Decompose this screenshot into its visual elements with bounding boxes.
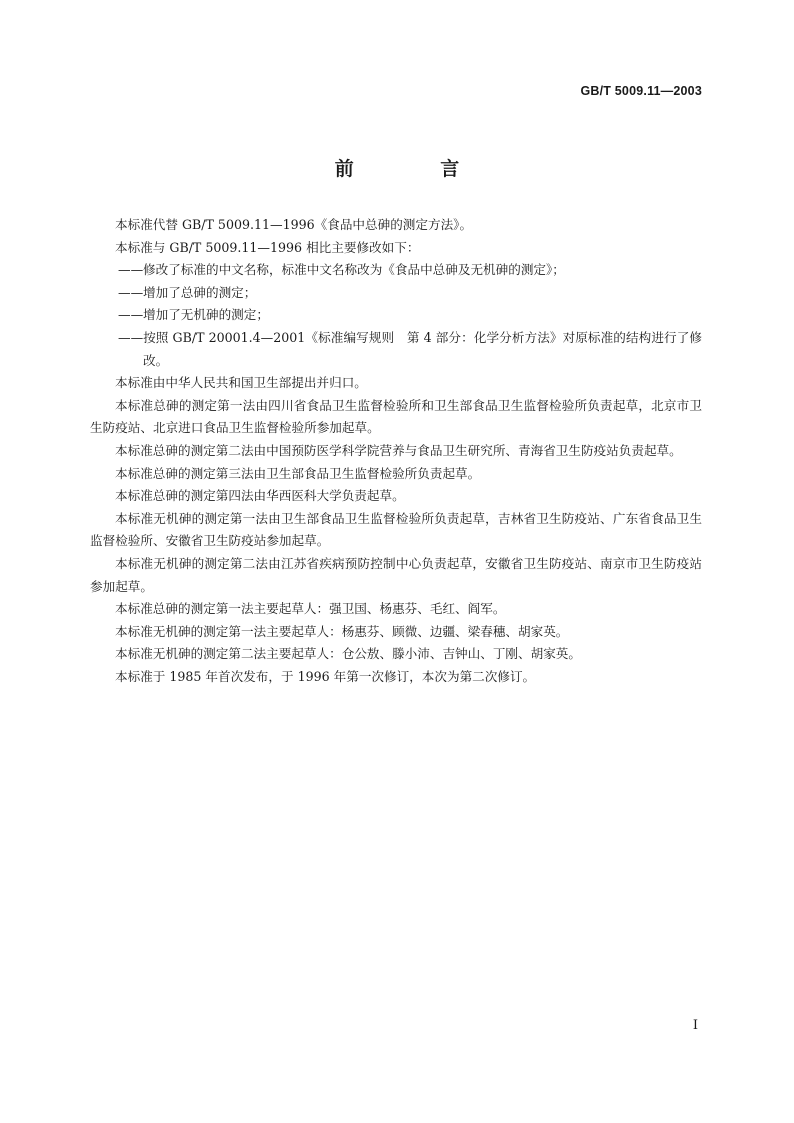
dash-mark: ——: [118, 307, 144, 323]
dash-item-text: 增加了无机砷的测定；: [143, 307, 269, 323]
dash-list-item: [90, 327, 702, 372]
dash-list-item: [90, 304, 702, 327]
paragraph: 本标准无机砷的测定第二法由江苏省疾病预防控制中心负责起草，安徽省卫生防疫站、南京市卫生防疫站参加起草。: [90, 555, 702, 594]
paragraph: 本标准总砷的测定第三法由卫生部食品卫生监督检验所负责起草。: [115, 465, 481, 481]
paragraph: 本标准由中华人民共和国卫生部提出并归口。: [115, 375, 367, 391]
paragraph: 本标准无机砷的测定第一法由卫生部食品卫生监督检验所负责起草，吉林省卫生防疫站、广东省食品卫生监督检验所、安徽省卫生防疫站参加起草。: [90, 510, 702, 549]
dash-list-item: [90, 282, 702, 305]
dash-mark: ——: [118, 284, 144, 300]
dash-mark: ——: [118, 262, 144, 278]
page-number: I: [692, 1018, 698, 1033]
paragraph: 本标准无机砷的测定第二法主要起草人：仓公敖、滕小沛、吉钟山、丁刚、胡家英。: [115, 646, 581, 662]
paragraph: 本标准于 1985 年首次发布，于 1996 年第一次修订，本次为第二次修订。: [115, 668, 536, 684]
foreword-body: [90, 214, 702, 688]
page-title: 前 言: [334, 158, 500, 180]
dash-item-text: 按照 GB/T 20001.4—2001《标准编写规则 第 4 部分：化学分析方法》对原标准的结构进行了修改。: [143, 329, 702, 368]
paragraph: 本标准总砷的测定第二法由中国预防医学科学院营养与食品卫生研究所、青海省卫生防疫站负责起草。: [115, 442, 682, 458]
paragraph: 本标准无机砷的测定第一法主要起草人：杨惠芬、顾微、边疆、梁春穗、胡家英。: [115, 623, 569, 639]
dash-item-text: 增加了总砷的测定；: [143, 284, 257, 300]
paragraph: 本标准总砷的测定第一法由四川省食品卫生监督检验所和卫生部食品卫生监督检验所负责起草，北京市卫生防疫站、北京进口食品卫生监督检验所参加起草。: [90, 397, 702, 436]
paragraph: 本标准总砷的测定第一法主要起草人：强卫国、杨惠芬、毛红、阎军。: [115, 601, 506, 617]
standard-code: GB/T 5009.11—2003: [580, 84, 702, 98]
paragraph: 本标准与 GB/T 5009.11—1996 相比主要修改如下：: [115, 239, 420, 255]
dash-mark: ——: [118, 329, 144, 345]
paragraph: 本标准总砷的测定第四法由华西医科大学负责起草。: [115, 488, 405, 504]
paragraph: 本标准代替 GB/T 5009.11—1996《食品中总砷的测定方法》。: [115, 217, 473, 232]
dash-list-item: [90, 259, 702, 282]
dash-item-text: 修改了标准的中文名称，标准中文名称改为《食品中总砷及无机砷的测定》；: [143, 262, 565, 278]
